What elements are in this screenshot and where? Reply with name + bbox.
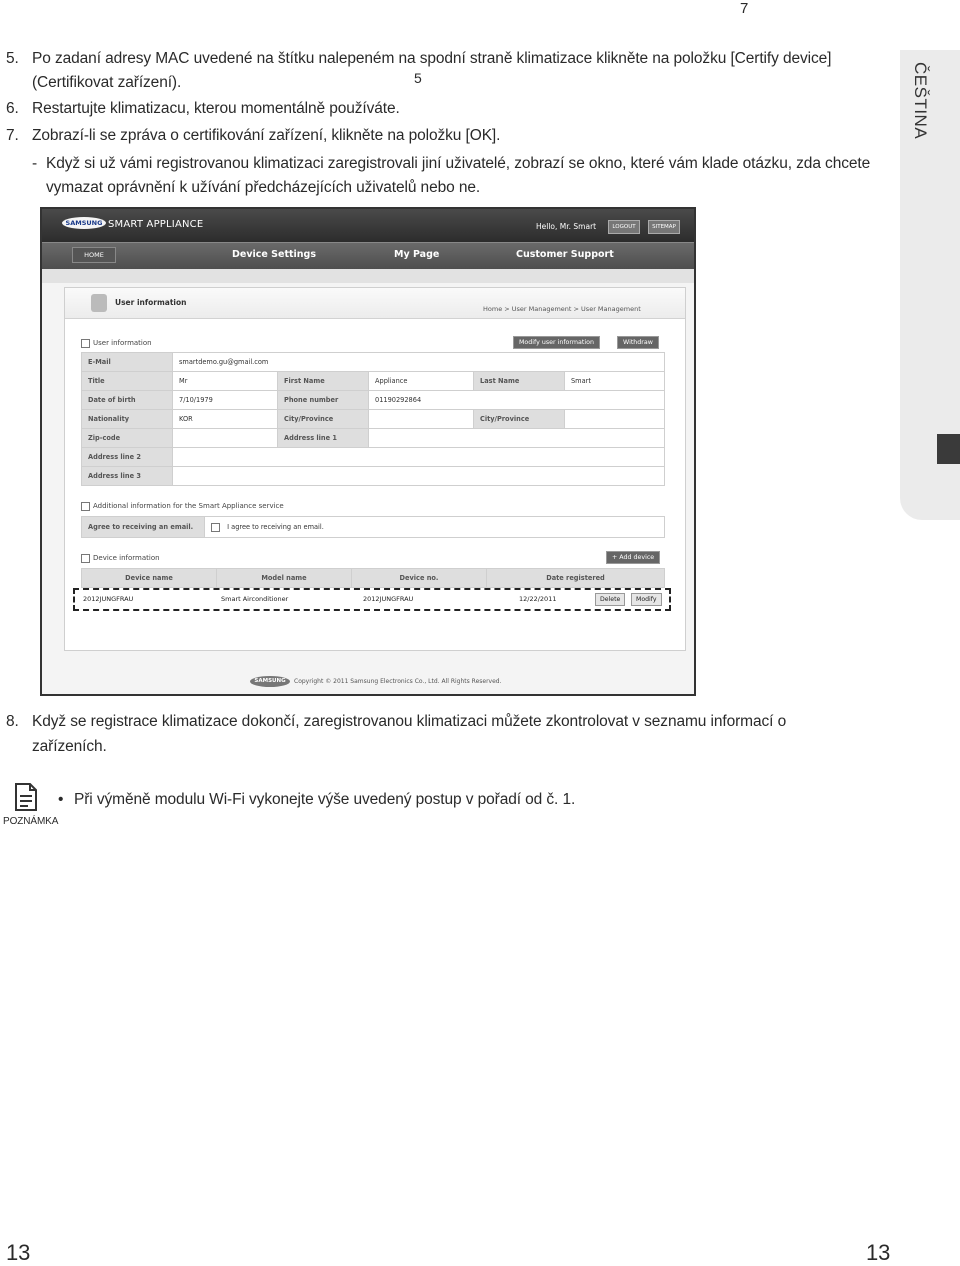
breadcrumb: Home > User Management > User Management (483, 305, 641, 313)
table-cell: Address line 3 (82, 467, 173, 486)
email-table (81, 516, 665, 538)
table-row (82, 448, 665, 467)
table-cell (369, 410, 474, 429)
table-row (82, 517, 665, 538)
table-cell (369, 429, 665, 448)
table-cell (205, 517, 665, 538)
email-checkbox[interactable] (211, 523, 220, 532)
nav-customer-support[interactable]: Customer Support (516, 249, 614, 260)
note-bullet: • (58, 791, 64, 808)
table-header: Date registered (487, 569, 665, 588)
table-cell (173, 448, 665, 467)
copyright: Copyright © 2011 Samsung Electronics Co., Ltd. All Rights Reserved. (294, 678, 502, 685)
page-marker: 7 (740, 0, 749, 17)
site-footer (42, 653, 694, 693)
table-row (82, 372, 665, 391)
note-text: Při výměně modulu Wi-Fi vykonejte výše uvedený postup v pořadí od č. 1. (74, 791, 576, 808)
bullet-text-cont: vymazat oprávnění k užívání předcházejících uživatelů nebo ne. (46, 179, 481, 196)
withdraw-button[interactable]: Withdraw (617, 336, 659, 349)
table-header: Model name (217, 569, 352, 588)
section-title: User information (115, 298, 187, 307)
site-brand: SMART APPLIANCE (108, 219, 204, 230)
sitemap-button[interactable]: SITEMAP (648, 220, 680, 234)
step-text: Restartujte klimatizacu, kterou momentálně používáte. (32, 100, 400, 117)
page-number-right: 13 (866, 1240, 891, 1265)
expand-icon[interactable] (81, 339, 90, 348)
content-panel (64, 287, 686, 651)
table-cell: First Name (278, 372, 369, 391)
table-cell: 01190292864 (369, 391, 665, 410)
device-table (81, 568, 665, 588)
add-device-button[interactable]: + Add device (606, 551, 660, 564)
table-row (82, 353, 665, 372)
page-marker: 5 (414, 70, 422, 86)
table-cell: Title (82, 372, 173, 391)
table-cell: Agree to receiving an email. (82, 517, 205, 538)
step-number: 5. (6, 50, 19, 67)
table-row (82, 391, 665, 410)
bullet-dash: - (32, 155, 38, 172)
device-info-label: Device information (93, 554, 160, 562)
user-info-table (81, 352, 665, 486)
language-tab-label: ČEŠTINA (911, 62, 930, 140)
table-cell: Last Name (474, 372, 565, 391)
highlighted-device-row[interactable] (73, 588, 671, 611)
step-text: Zobrazí-li se zpráva o certifikování zařízení, klikněte na položku [OK]. (32, 127, 501, 144)
model-name: Smart Airconditioner (221, 595, 289, 603)
table-cell (173, 429, 278, 448)
bullet-text: Když si už vámi registrovanou klimatizaci zaregistrovali jiní uživatelé, zobrazí se okno, které vám klade otázku, zda chcete (46, 155, 871, 172)
modify-device-button[interactable]: Modify (631, 593, 662, 606)
table-cell: City/Province (278, 410, 369, 429)
step-text: Po zadaní adresy MAC uvedené na štítku nalepeném na spodní straně klimatizace klikněte na položku [Certify device] (32, 50, 832, 67)
step-number: 7. (6, 127, 19, 144)
table-cell: Appliance (369, 372, 474, 391)
step-text: Když se registrace klimatizace dokončí, zaregistrovanou klimatizaci můžete zkontrolovat v seznamu informací o (32, 713, 787, 730)
nav-device-settings[interactable]: Device Settings (232, 249, 317, 260)
table-cell: KOR (173, 410, 278, 429)
expand-icon[interactable] (81, 502, 90, 511)
modify-user-button[interactable]: Modify user information (513, 336, 600, 349)
note-label: POZNÁMKA (3, 816, 59, 827)
email-checkbox-label: I agree to receiving an email. (227, 523, 324, 531)
table-cell (565, 410, 665, 429)
table-cell: Mr (173, 372, 278, 391)
device-name: 2012JUNGFRAU (83, 595, 134, 603)
table-cell: Date of birth (82, 391, 173, 410)
date-registered: 12/22/2011 (519, 595, 557, 603)
tab-marker (937, 434, 960, 464)
user-avatar-icon (91, 294, 107, 312)
table-cell: Zip-code (82, 429, 173, 448)
table-cell: Phone number (278, 391, 369, 410)
table-cell (173, 467, 665, 486)
delete-button[interactable]: Delete (595, 593, 625, 606)
nav-subbar (42, 269, 694, 283)
table-cell: Smart (565, 372, 665, 391)
user-info-label: User information (93, 339, 152, 347)
greeting: Hello, Mr. Smart (536, 222, 597, 231)
table-header: Device no. (352, 569, 487, 588)
footer-samsung-logo: SAMSUNG (250, 676, 290, 687)
table-cell: Address line 2 (82, 448, 173, 467)
logout-button[interactable]: LOGOUT (608, 220, 640, 234)
table-cell: Nationality (82, 410, 173, 429)
step-number: 8. (6, 713, 19, 730)
table-header: Device name (82, 569, 217, 588)
table-row (82, 569, 665, 588)
step-text-cont: (Certifikovat zařízení). (32, 74, 182, 91)
step-text-cont: zařízeních. (32, 738, 107, 755)
table-row (82, 410, 665, 429)
web-screenshot (40, 207, 696, 696)
table-cell: smartdemo.gu@gmail.com (173, 353, 665, 372)
additional-info-label: Additional information for the Smart Appliance service (93, 502, 284, 510)
table-cell: Address line 1 (278, 429, 369, 448)
table-cell: City/Province (474, 410, 565, 429)
device-number: 2012JUNGFRAU (363, 595, 414, 603)
note-icon (14, 783, 38, 811)
expand-icon[interactable] (81, 554, 90, 563)
nav-my-page[interactable]: My Page (394, 249, 440, 260)
table-cell: 7/10/1979 (173, 391, 278, 410)
table-row (82, 467, 665, 486)
table-row (82, 429, 665, 448)
page-number-left: 13 (6, 1240, 31, 1265)
step-number: 6. (6, 100, 19, 117)
home-button[interactable]: HOME (72, 247, 116, 263)
table-cell: E-Mail (82, 353, 173, 372)
samsung-logo: SAMSUNG (62, 217, 106, 229)
